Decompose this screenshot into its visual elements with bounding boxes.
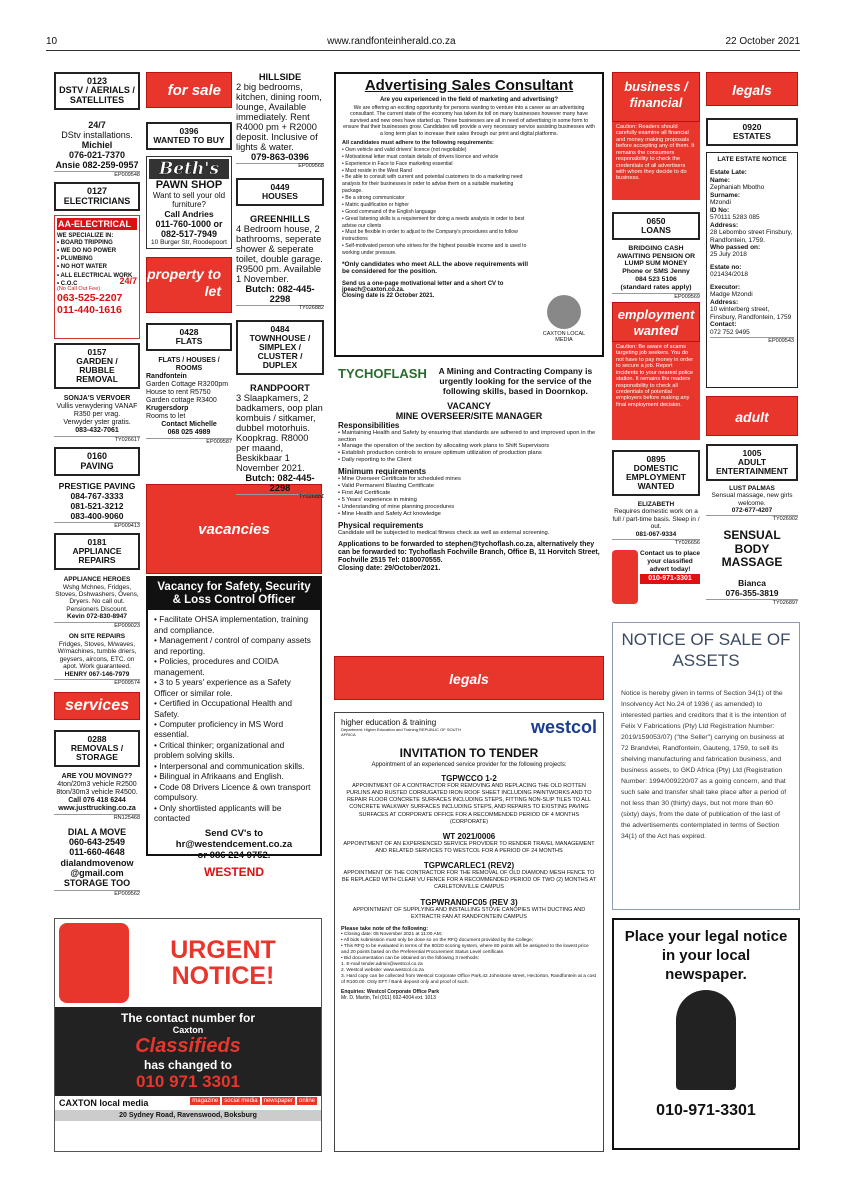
tender-note-item: • Bid documentation can be obtained on the following 3 methods: bbox=[341, 955, 479, 961]
tender-project-code: TGPWRANDFC05 (REV 3) bbox=[420, 897, 518, 907]
beths-ad bbox=[146, 156, 232, 249]
flats-line4: Rooms to let bbox=[146, 413, 186, 421]
westcol-logo: westcol bbox=[530, 717, 597, 737]
estate-passed-label: Who passed on: bbox=[710, 244, 761, 251]
tender-title: INVITATION TO TENDER bbox=[399, 746, 539, 760]
sonja-line2: Verwyder yster gratis. bbox=[63, 419, 131, 427]
tender-note-item: • Closing date: 05 November 2021 at 11:00 AM; bbox=[341, 931, 443, 937]
ads-close: Closing date is 22 October 2021. bbox=[342, 292, 435, 299]
domestic-tel: 081-067-9334 bbox=[635, 530, 677, 538]
loans-std: (standard rates apply) bbox=[620, 283, 692, 291]
flats-subheading: FLATS / HOUSES / ROOMS bbox=[158, 356, 220, 372]
estate-id-label: ID No: bbox=[710, 206, 730, 214]
adult-banner: adult bbox=[706, 396, 798, 436]
safety-vacancy-ad bbox=[146, 576, 322, 879]
dstv-heading: 0123 DSTV / AERIALS / SATELLITES bbox=[54, 72, 140, 110]
appliance-ref: EP009023 bbox=[54, 622, 140, 629]
ads-req: All candidates must adhere to the following requirements: bbox=[342, 140, 494, 146]
ads-list-item: • Matric qualification or higher bbox=[342, 201, 409, 208]
paving-tel3: 083-400-9060 bbox=[70, 511, 124, 522]
business-caution: Caution: Readers should carefully examine all financial and money making proposals before accepting any of them. It remains the consumers responsibility to check the credentials of all advertisers with whom they decide to do business. bbox=[612, 122, 700, 200]
westend-logo: WESTEND bbox=[204, 864, 264, 879]
flats-tel: 068 025 4989 bbox=[167, 429, 211, 437]
forsale-banner: for sale bbox=[146, 72, 232, 108]
randpoort-tel: Butch: 082-445-2298 bbox=[245, 473, 315, 494]
estate-surname: Mzondi bbox=[710, 199, 731, 207]
dialamove-storage: STORAGE TOO bbox=[63, 878, 131, 889]
urgent-tags bbox=[188, 1098, 317, 1108]
estate-notice-heading: LATE ESTATE NOTICE bbox=[717, 155, 787, 163]
vacancy-list-item: • 3 to 5 years' experience as a Safety Officer or similar role. bbox=[154, 677, 291, 698]
tycho-resp-item: • Maintaining Health and Safety by ensuring that standards are adhered to and improved upon in the section bbox=[338, 429, 596, 443]
place-legal-tel: 010-971-3301 bbox=[656, 1102, 756, 1120]
flats-contact: Contact Michelle bbox=[161, 421, 217, 429]
tycho-minreq-item: • First Aid Certificate bbox=[338, 490, 391, 497]
lust-line: Sensual massage, new girls welcome. bbox=[711, 492, 793, 507]
dstv-tel: 076-021-7370 bbox=[68, 150, 126, 161]
estate-address2: 10 winterberg street, Finsbury, Randfontein, 1759 bbox=[710, 306, 792, 321]
loans-heading: 0650 LOANS bbox=[612, 212, 700, 240]
tycho-minreq-item: • Mine Health and Safety Act knowledge bbox=[338, 511, 441, 518]
estate-passed: 25 July 2018 bbox=[710, 251, 747, 259]
place-legal-title: Place your legal notice in your local newspaper. bbox=[624, 928, 788, 983]
header-rule bbox=[46, 50, 800, 51]
tycho-resp-item: • Daily reporting to the Client bbox=[338, 457, 412, 464]
dialamove-ref: EP009562 bbox=[54, 890, 140, 897]
tycho-phys: Physical requirements bbox=[338, 521, 424, 531]
onsite-ref: EP009574 bbox=[54, 679, 140, 686]
appliance-contact: Kevin 072-830-8947 bbox=[67, 613, 127, 621]
vacancy-list-item: • Policies, procedures and COIDA management. bbox=[154, 656, 279, 677]
urgent-classifieds: Classifieds bbox=[135, 1035, 241, 1057]
ads-list-item: • Self-motivated person who strives for the highest possible income and is used to working under pressure. bbox=[342, 243, 527, 256]
randpoort-heading: RANDPOORT bbox=[250, 382, 310, 393]
domestic-line: Requires domestic work on a full / part-time basis. Sleep in / out. bbox=[612, 508, 700, 531]
vacancy-list-item: • Critical thinker; organizational and problem solving skills. bbox=[154, 739, 285, 761]
tender-note: Please take note of the following: bbox=[341, 925, 429, 932]
beths-line: Want to sell your old furniture? bbox=[152, 190, 226, 209]
flats-line3: Garden cottage R3400 bbox=[146, 396, 217, 404]
vacancy-list-item: • Code 08 Drivers Licence & own transport compulsory. bbox=[154, 781, 311, 803]
houses-heading: 0449 HOUSES bbox=[236, 178, 324, 206]
services-banner: services bbox=[54, 692, 140, 720]
vacancy-list-item: • Interpersonal and communication skills. bbox=[154, 760, 305, 771]
dstv-hours: 24/7 bbox=[88, 120, 106, 131]
tycho-minreq: Minimum requirements bbox=[338, 467, 427, 477]
appliance-name: APPLIANCE HEROES bbox=[63, 576, 131, 584]
column-3 bbox=[236, 72, 324, 501]
tychoflash-logo: TYCHOFLASH bbox=[338, 366, 427, 381]
issue-date: 22 October 2021 bbox=[725, 36, 800, 47]
aa-list-item: • WE DO NO POWER bbox=[57, 248, 117, 255]
tycho-minreq-item: • Understanding of mine planning procedures bbox=[338, 504, 455, 511]
send-cv-label: Send CV's to bbox=[204, 827, 264, 839]
beths-logo: Beth's bbox=[149, 159, 229, 179]
ads-list-item: • Motivational letter must contain details of drivers licence and vehicle bbox=[342, 153, 499, 160]
domestic-name: ELIZABETH bbox=[637, 500, 675, 508]
ads-paragraph: We are offering an exciting opportunity for persons wanting to venture into a career as an advertising consultant. The current state of the economy has taken its toll on many businesses however many have survived and new ones have started up. These businesses are all in need of advertising in some form to ensure that their businesses grow. Candidates will provide a very necessary service assisting businesses with a long term plan to increase their sales through our print and digital platforms. bbox=[343, 104, 595, 137]
beths-address: 10 Burger Str, Roodepoort bbox=[151, 238, 227, 246]
tycho-heading: A Mining and Contracting Company is urgently looking for the service of the following skills, based in Doornkop. bbox=[438, 366, 593, 397]
tender-sub: Appointment of an experienced service provider for the following projects: bbox=[371, 762, 567, 768]
onsite-heading: ON SITE REPAIRS bbox=[68, 633, 126, 641]
tender-projects bbox=[341, 774, 597, 921]
vacancy-list-item: • Computer proficiency in MS Word essential. bbox=[154, 718, 284, 740]
tender-project-code: TGPWCCO 1-2 bbox=[441, 774, 497, 783]
estate-contact-label: Contact: bbox=[710, 321, 737, 329]
vacancy-list-item: • Facilitate OHSA implementation, training and compliance. bbox=[154, 614, 309, 635]
loans-subheading: BRIDGING CASH AWAITING PENSION OR LUMP SUM MONEY bbox=[616, 244, 696, 268]
aa-badge: 24/7 bbox=[119, 275, 137, 286]
domestic-ref: TY026656 bbox=[612, 539, 700, 546]
dstv-tel2: Ansie 082-259-0957 bbox=[55, 160, 139, 171]
sonja-ref: TY026617 bbox=[54, 436, 140, 443]
urgent-tag: magazine bbox=[192, 1098, 219, 1104]
paving-tel1: 084-767-3333 bbox=[70, 491, 124, 502]
sonja-name: SONJA'S VERVOER bbox=[63, 394, 131, 402]
dialamove-heading: DIAL A MOVE bbox=[67, 826, 127, 837]
column-1 bbox=[54, 72, 140, 897]
estate-address: 28 Lebombo street Finsbury, Randfontein, 1759. bbox=[710, 229, 793, 244]
flats-line1: Garden Cottage R3200pm bbox=[146, 380, 229, 388]
paving-ref: EP009413 bbox=[54, 522, 140, 529]
urgent-address: 20 Sydney Road, Ravenswood, Boksburg bbox=[55, 1110, 321, 1121]
beths-tel2: 082-517-7949 bbox=[160, 228, 218, 239]
property-banner: property to let bbox=[146, 257, 232, 313]
notice-title: NOTICE OF SALE OF ASSETS bbox=[621, 630, 791, 671]
randpoort-ref: TY026881 bbox=[236, 494, 324, 501]
vacancy-list-item: • Only shortlisted applicants will be contacted bbox=[154, 802, 282, 824]
aa-list-item: • ALL ELECTRICAL WORK bbox=[57, 272, 133, 279]
dstv-name: Michiel bbox=[81, 140, 113, 151]
adult-ent-heading: 1005 ADULT ENTERTAINMENT bbox=[706, 444, 798, 481]
estate-ref: EP009543 bbox=[710, 337, 794, 344]
vacancies-banner: vacancies bbox=[146, 484, 322, 574]
beths-contact: Call Andries bbox=[164, 208, 214, 219]
column-5 bbox=[612, 72, 700, 604]
tycho-minreq-item: • Valid Permanent Blasting Certificate bbox=[338, 483, 435, 490]
tycho-resp-item: • Establish production controls to ensure optimum utilization of production plans bbox=[338, 450, 542, 457]
vacancy-list-item: • Certified in Occupational Health and Safety. bbox=[154, 698, 293, 719]
ads-question: Are you experienced in the field of marketing and advertising? bbox=[379, 97, 559, 103]
estate-name: Zephaniah Mbotho bbox=[710, 184, 765, 192]
place-legal-ad bbox=[612, 918, 800, 1150]
estate-executor: Madge Mzondi bbox=[710, 291, 753, 299]
late-estate-notice bbox=[706, 152, 798, 388]
column-2 bbox=[146, 72, 232, 445]
send-cv-email[interactable]: hr@westendcement.co.za bbox=[175, 838, 293, 850]
column-6 bbox=[706, 72, 798, 606]
caxton-local-media-logo: CAXTON local media bbox=[59, 1098, 149, 1108]
estates-heading: 0920 ESTATES bbox=[706, 118, 798, 146]
loans-tel: 084 523 5106 bbox=[635, 276, 677, 284]
tender-enquiries: Enquiries: Westcol Corporate Office Park bbox=[341, 988, 439, 995]
vacancy-list-item: • Bilingual in Afrikaans and English. bbox=[154, 771, 284, 782]
hillside-ref: EP009568 bbox=[236, 163, 324, 170]
urgent-tag: social media bbox=[224, 1098, 258, 1104]
electricians-heading: 0127 ELECTRICIANS bbox=[54, 182, 140, 211]
appliance-line: Wshg Mchnes, Fridges, Stoves, Dshwashers, Ovens, Dryers. No call out. Pensioners Discount. bbox=[55, 583, 139, 613]
tender-note-item: • This RFQ to be evaluated in terms of the 80/20 scoring system, where 80 points will be assigned to the lowest price and 20 points based on the Preferential Procurement Status Level certificate. bbox=[341, 943, 589, 955]
ads-list-item: • Own vehicle and valid drivers' licence (not negotiable) bbox=[342, 146, 467, 153]
randpoort-body: 3 Slaapkamers, 2 badkamers, oop plan kombuis / sitkamer, dubbel motorhuis. Koopkrag. R8000 per maand, Beskikbaar 1 November 2021. bbox=[236, 392, 323, 474]
aa-tel1: 063-525-2207 bbox=[57, 291, 123, 304]
lust-ref: TY026902 bbox=[706, 515, 798, 522]
tender-project-code: TGPWCARLEC1 (REV2) bbox=[423, 861, 515, 871]
estate-no-label: Estate no: bbox=[710, 263, 742, 271]
ads-list-item: • Be able to consult with current and potential customers to do a marketing need analysis for their businesses in order to advise them on a suitable marketing package. bbox=[342, 174, 523, 195]
legals-banner-2: legals bbox=[706, 72, 798, 106]
flats-ref: EP009587 bbox=[146, 438, 232, 445]
estate-contact: 072 752 9495 bbox=[710, 328, 750, 336]
removals-heading: 0288 REMOVALS / STORAGE bbox=[54, 730, 140, 767]
safety-vacancy-items bbox=[148, 610, 320, 823]
tycho-minreq-items bbox=[338, 476, 600, 518]
tender-project-code: WT 2021/0006 bbox=[442, 831, 496, 841]
greenhills-tel: Butch: 082-445-2298 bbox=[245, 284, 315, 305]
lust-tel: 072-677-4207 bbox=[731, 507, 773, 515]
dialamove-tel1: 060-643-2549 bbox=[68, 836, 126, 847]
employment-banner: employment wanted bbox=[612, 302, 700, 342]
ads-list-item: • Experience in Face to Face marketing essential bbox=[342, 160, 453, 167]
estate-id: 570111 5283 085 bbox=[710, 214, 760, 222]
estate-surname-label: Surname: bbox=[710, 191, 740, 199]
tycho-close: Closing date: 29/October/2021. bbox=[338, 565, 441, 573]
beths-tel1: 011-760-1000 or bbox=[155, 218, 223, 229]
tender-project-desc: APPOINTMENT OF AN EXPERIENCED SERVICE PROVIDER TO RENDER TRAVEL MANAGEMENT AND RELATED SERVICES TO WESTCOL FOR A PERIOD OF 24 MONTHS bbox=[343, 840, 595, 854]
urgent-line4: has changed to bbox=[143, 1058, 232, 1072]
tycho-resp-item: • Manage the operation of the section by allocating work plans to Shift Supervisors bbox=[338, 443, 550, 450]
hillside-body: 2 big bedrooms, kitchen, dining room, lounge, Available immediately. Rent R4000 pm + R2000 deposit. Inclusive of lights & water. bbox=[236, 82, 322, 153]
legals-banner-1: legals bbox=[334, 656, 604, 700]
tender-ad bbox=[334, 712, 604, 1152]
tycho-minreq-item: • Mine Overseer Certificate for scheduled mines bbox=[338, 476, 461, 483]
moving-tel: Call 076 418 6244 bbox=[68, 797, 126, 805]
tycho-apply: Applications to be forwarded to stephen@tychoflash.co.za, alternatively they can be forwarded to: Tychoflash Fochville Branch, Office B, 11 Horvitch Street, Fochville 2515 Tel: 0180070555. bbox=[338, 541, 600, 565]
tender-project-desc: APPOINTMENT OF A CONTRACTOR FOR REMOVING AND REPLACING THE OLD ROTTEN PURLINS AND RUSTED CORRUGATED IRON ROOF SHEET INCLUDING PAINTWORKS AND TO REPAIR FLOOR CONCRETE SURFACES INCLUDING STEPS, FITTING NON-SLIP TILES TO ALL CONCRETE WALKWAY SURFACES INCLUDING STEPS, AND REPAIRS TO EXISTING PAVING SURFACES AT CORPORATE OFFICE FOR A RECOMMENDED PERIOD OF 4 MONTHS (CORPORATE) bbox=[346, 783, 592, 825]
ads-list-item: • Must reside in the West Rand bbox=[342, 167, 412, 174]
business-banner: business / financial bbox=[612, 72, 700, 122]
tycho-vacancy: VACANCY bbox=[447, 400, 491, 411]
tycho-minreq-item: • 5 Years' experience in mining bbox=[338, 497, 417, 504]
flats-place2: Krugersdorp bbox=[146, 404, 189, 412]
massage-name: Bianca bbox=[738, 578, 766, 589]
aa-spec: WE SPECIALIZE IN: bbox=[57, 233, 114, 240]
page-number: 10 bbox=[46, 36, 58, 47]
townhouse-heading: 0484 TOWNHOUSE / SIMPLEX / CLUSTER / DUPLEX bbox=[236, 320, 324, 375]
tender-note-item: 1. E-mail tender.admin@westcol.co.za bbox=[341, 961, 423, 967]
moving-ref: RN125468 bbox=[54, 814, 140, 821]
paving-heading: 0160 PAVING bbox=[54, 447, 140, 476]
massage-heading: SENSUAL BODY MASSAGE bbox=[721, 527, 783, 570]
employment-caution: Caution: Be aware of scams targeting job seekers. You do not have to pay money in order to secure a job. Report incidents to your nearest police station. It remains the readers responsibility to check all credentials of potential employers before making any final employment decision. bbox=[612, 342, 700, 440]
tender-note-item: • All bids submission must only be done so on the RFQ document provided by the College; bbox=[341, 937, 534, 943]
telephone-icon bbox=[59, 923, 129, 1003]
loans-line: Phone or SMS Jenny bbox=[622, 268, 690, 276]
phone-icon bbox=[612, 550, 638, 604]
notice-body: Notice is hereby given in terms of Section 34(1) of the Insolvency Act No.24 of 1936 ( as amended) to interested parties and creditors that it is the intention of Felix V Fabrications (Pty) Ltd Registration Number: 2019/159053/07) ("the Seller") carrying on business at 72 Brandvlei, Randfontein, Gauteng, 1759, to sell its shelving manufacturing and fabrication business, and business assets, to GKD Africa (Pty) Ltd (Registration Number: 1994/009220/07 as a going concern, and that such sale and transfer shall take place after a period of not less than 30 (thirty) days, but not more than 60 (sixty) days, from the date of publication of the last of the advertisements contemplated in terms of Section 34(1) of the Act has expired. bbox=[621, 689, 787, 840]
ads-list-item: • Be a strong communicator bbox=[342, 195, 405, 201]
appliance-heading: 0181 APPLIANCE REPAIRS bbox=[54, 533, 140, 570]
site-url[interactable]: www.randfonteinherald.co.za bbox=[327, 36, 456, 47]
sonja-line1: Vullis verwydering VANAF R350 per vrag. bbox=[56, 402, 138, 418]
flats-place: Randfontein bbox=[146, 372, 187, 380]
estate-no: 021434/2018 bbox=[710, 271, 748, 279]
hillside-heading: HILLSIDE bbox=[258, 72, 302, 82]
ads-list-item: • Great listening skills is a requirement for doing a needs analysis in order to best advise our clients bbox=[342, 215, 525, 229]
tycho-phys-line: Candidate will be subjected to medical fitness check as well as external screening. bbox=[338, 530, 550, 537]
contact-us-tel: 010-971-3301 bbox=[640, 574, 700, 584]
estate-name-label: Name: bbox=[710, 176, 730, 184]
tycho-resp: Responsibilities bbox=[338, 420, 400, 430]
dialamove-email1: dialandmovenow bbox=[60, 857, 134, 868]
notice-of-sale bbox=[612, 622, 800, 910]
estate-address-label: Address: bbox=[710, 221, 739, 229]
greenhills-ref: TY026882 bbox=[236, 305, 324, 312]
ads-list-item: • Must be flexible in order to adjust to the Company's procedures and to follow instructions bbox=[342, 229, 518, 243]
estate-address2-label: Address: bbox=[710, 298, 739, 306]
urgent-tel: 010 971 3301 bbox=[136, 1072, 240, 1091]
aa-logo: AA-ELECTRICAL bbox=[57, 218, 137, 230]
judge-icon bbox=[676, 990, 736, 1090]
tender-enquiries-contact: Mr. D. Martin, Tel (011) 692-4004 ext. 1013 bbox=[341, 994, 436, 1001]
ads-send: Send us a one-page motivational letter and a short CV to jpeach@caxton.co.za. bbox=[342, 280, 504, 293]
moving-heading: ARE YOU MOVING?? bbox=[61, 773, 133, 781]
contact-us-text: Contact us to place your classified advert today! bbox=[640, 550, 700, 573]
aa-list-item: • BOARD TRIPPING bbox=[57, 240, 113, 247]
dhet-logo: higher education & training Department: Higher Education and Training REPUBLIC OF SOUTH AFRICA bbox=[341, 718, 461, 737]
safety-vacancy-title: Vacancy for Safety, Security & Loss Control Officer bbox=[148, 578, 320, 610]
tender-note-item: 3. Hard copy can be collected from Westcol Corporate Office Park,42 Johnstone street, Hectorton, Randfontein at a cost of R100.00. Only EFT / Bank deposit only and proof of such. bbox=[341, 973, 596, 985]
tycho-resp-items bbox=[338, 430, 600, 465]
ads-items bbox=[342, 147, 532, 257]
aa-callout: (No Call Out Fee) bbox=[57, 285, 101, 292]
vacancy-list-item: • Management / control of company assets and reporting. bbox=[154, 635, 311, 656]
ads-title: Advertising Sales Consultant bbox=[364, 77, 574, 94]
flats-line2: House to rent R5750 bbox=[146, 388, 211, 396]
massage-ref: TY026897 bbox=[706, 599, 798, 606]
sonja-tel: 083-432-7061 bbox=[75, 427, 119, 435]
urgent-tag: online bbox=[298, 1098, 315, 1104]
garden-heading: 0157 GARDEN / RUBBLE REMOVAL bbox=[54, 343, 140, 389]
urgent-heading: URGENT NOTICE! bbox=[170, 935, 276, 990]
contact-us-ad bbox=[612, 550, 700, 604]
hillside-tel: 079-863-0396 bbox=[251, 152, 309, 163]
onsite-line: Fridges, Stoves, M/waves, W/machines, tumble driers, geysers, aircons, ETC. on apot. Work guaranteed. bbox=[57, 640, 137, 671]
urgent-tag: newspaper bbox=[263, 1098, 293, 1104]
wanted-heading: 0396 WANTED TO BUY bbox=[146, 122, 232, 150]
paving-name: PRESTIGE PAVING bbox=[58, 481, 136, 492]
urgent-notice-ad bbox=[54, 918, 322, 1152]
onsite-contact: HENRY 067-146-7979 bbox=[64, 670, 130, 678]
send-cv-phone: or 086 224 9752. bbox=[197, 849, 271, 861]
flats-heading: 0428 FLATS bbox=[146, 323, 232, 351]
estate-executor-label: Executor: bbox=[710, 283, 740, 291]
aa-list-item: • PLUMBING bbox=[57, 256, 93, 263]
greenhills-heading: GREENHILLS bbox=[250, 214, 310, 225]
urgent-line2: Caxton bbox=[172, 1025, 204, 1035]
dstv-ref: EP009548 bbox=[54, 171, 140, 178]
aa-list-item: • C.O.C bbox=[57, 280, 78, 287]
estate-label: Estate Late: bbox=[710, 169, 747, 177]
aa-tel2: 011-440-1616 bbox=[57, 303, 122, 316]
aa-list-item: • NO HOT WATER bbox=[57, 264, 107, 271]
urgent-line1: The contact number for bbox=[120, 1011, 255, 1025]
advertising-sales-ad bbox=[334, 72, 604, 357]
loans-ref: EP009569 bbox=[612, 293, 700, 300]
moving-line1: 4ton/20m3 vehicle R2500 bbox=[57, 781, 137, 789]
dstv-line: DStv installations. bbox=[61, 130, 133, 141]
page-header bbox=[46, 36, 800, 47]
tychoflash-ad bbox=[334, 363, 604, 655]
dialamove-tel2: 011-660-4648 bbox=[69, 847, 125, 858]
paving-tel2: 081-521-3212 bbox=[70, 501, 124, 512]
ads-only: *Only candidates who meet ALL the above requirements will be considered for the position. bbox=[342, 260, 529, 275]
dialamove-email2: @gmail.com bbox=[70, 868, 124, 878]
tender-notes bbox=[341, 932, 597, 986]
tycho-position: MINE OVERSEER/SITE MANAGER bbox=[395, 410, 543, 421]
beths-heading: PAWN SHOP bbox=[155, 178, 223, 191]
greenhills-body: 4 Bedroom house, 2 bathrooms, seperate shower & seperate toilet, double garage. R9500 pm. Available 1 November. bbox=[236, 224, 323, 285]
massage-tel: 076-355-3819 bbox=[725, 588, 779, 599]
tender-project-desc: APPOINTMENT OF THE CONTRACTOR FOR THE REMOVAL OF OLD DIAMOND MESH FENCE TO BE REPLACED WITH CLEAR VU FENCE FOR A RECOMMENDED PERIOD OF TWO (2) MONTHS AT CARLETONVILLE CAMPUS bbox=[341, 870, 597, 891]
caxton-logo: CAXTON LOCAL MEDIA bbox=[534, 295, 594, 343]
domestic-heading: 0895 DOMESTIC EMPLOYMENT WANTED bbox=[612, 450, 700, 496]
tender-project-desc: APPOINTMENT OF SUPPLYING AND INSTALLING STOVE CANOPIES WITH DUCTING AND EXTRACTR FAN AT RANDFONTEIN CAMPUS bbox=[352, 906, 586, 920]
aa-electrical-ad bbox=[54, 215, 140, 339]
ads-list-item: • Good command of the English language bbox=[342, 208, 437, 215]
lust-name: LUST PALMAS bbox=[729, 484, 775, 492]
moving-web: www.justtrucking.co.za bbox=[58, 805, 136, 813]
tender-note-item: 2. Westcol website: www.westcol.co.za bbox=[341, 967, 424, 973]
moving-line2: 8ton/30m3 vehicle R4500. bbox=[56, 789, 138, 797]
